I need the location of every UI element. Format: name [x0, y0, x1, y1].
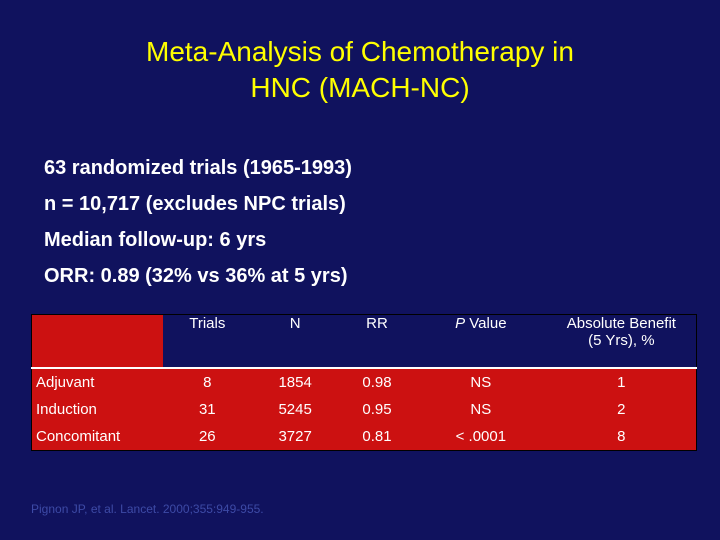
cell-trials: 26: [163, 423, 251, 451]
summary-list: [44, 150, 684, 294]
header-rr: RR: [366, 315, 388, 332]
cell-n: 1854: [251, 368, 339, 396]
table-row: [32, 423, 697, 451]
cell-p-value: NS: [415, 396, 547, 423]
title-line-2: HNC (MACH-NC): [250, 72, 470, 103]
cell-benefit: 1: [547, 368, 697, 396]
cell-benefit: 8: [547, 423, 697, 451]
table-row: [32, 396, 697, 423]
cell-rr: 0.98: [339, 368, 415, 396]
results-table: [31, 314, 697, 451]
table-header-row: [32, 315, 697, 369]
summary-item: ORR: 0.89 (32% vs 36% at 5 yrs): [44, 265, 348, 287]
row-label: Adjuvant: [32, 368, 164, 396]
row-label: Concomitant: [32, 423, 164, 451]
cell-rr: 0.95: [339, 396, 415, 423]
source-citation: Pignon JP, et al. Lancet. 2000;355:949-955.: [31, 502, 264, 516]
cell-n: 5245: [251, 396, 339, 423]
summary-item: 63 randomized trials (1965-1993): [44, 157, 352, 179]
title-line-1: Meta-Analysis of Chemotherapy in: [146, 36, 574, 67]
header-trials: Trials: [189, 315, 226, 332]
summary-item: Median follow-up: 6 yrs: [44, 229, 267, 251]
table-row: [32, 368, 697, 396]
header-absolute-benefit: [547, 315, 697, 369]
header-p-value: [415, 315, 547, 369]
cell-benefit: 2: [547, 396, 697, 423]
cell-p-value: < .0001: [415, 423, 547, 451]
header-n: N: [289, 315, 301, 332]
header-p-italic: P: [455, 315, 466, 332]
slide-title: [0, 34, 720, 106]
cell-n: 3727: [251, 423, 339, 451]
cell-p-value: NS: [415, 368, 547, 396]
table-corner-cell: [32, 315, 164, 369]
header-p-rest: Value: [465, 315, 507, 332]
row-label: Induction: [32, 396, 164, 423]
header-benefit-line-1: Absolute Benefit: [566, 315, 676, 332]
summary-item: n = 10,717 (excludes NPC trials): [44, 193, 346, 215]
header-benefit-line-2: (5 Yrs), %: [588, 332, 655, 349]
cell-trials: 31: [163, 396, 251, 423]
cell-rr: 0.81: [339, 423, 415, 451]
cell-trials: 8: [163, 368, 251, 396]
